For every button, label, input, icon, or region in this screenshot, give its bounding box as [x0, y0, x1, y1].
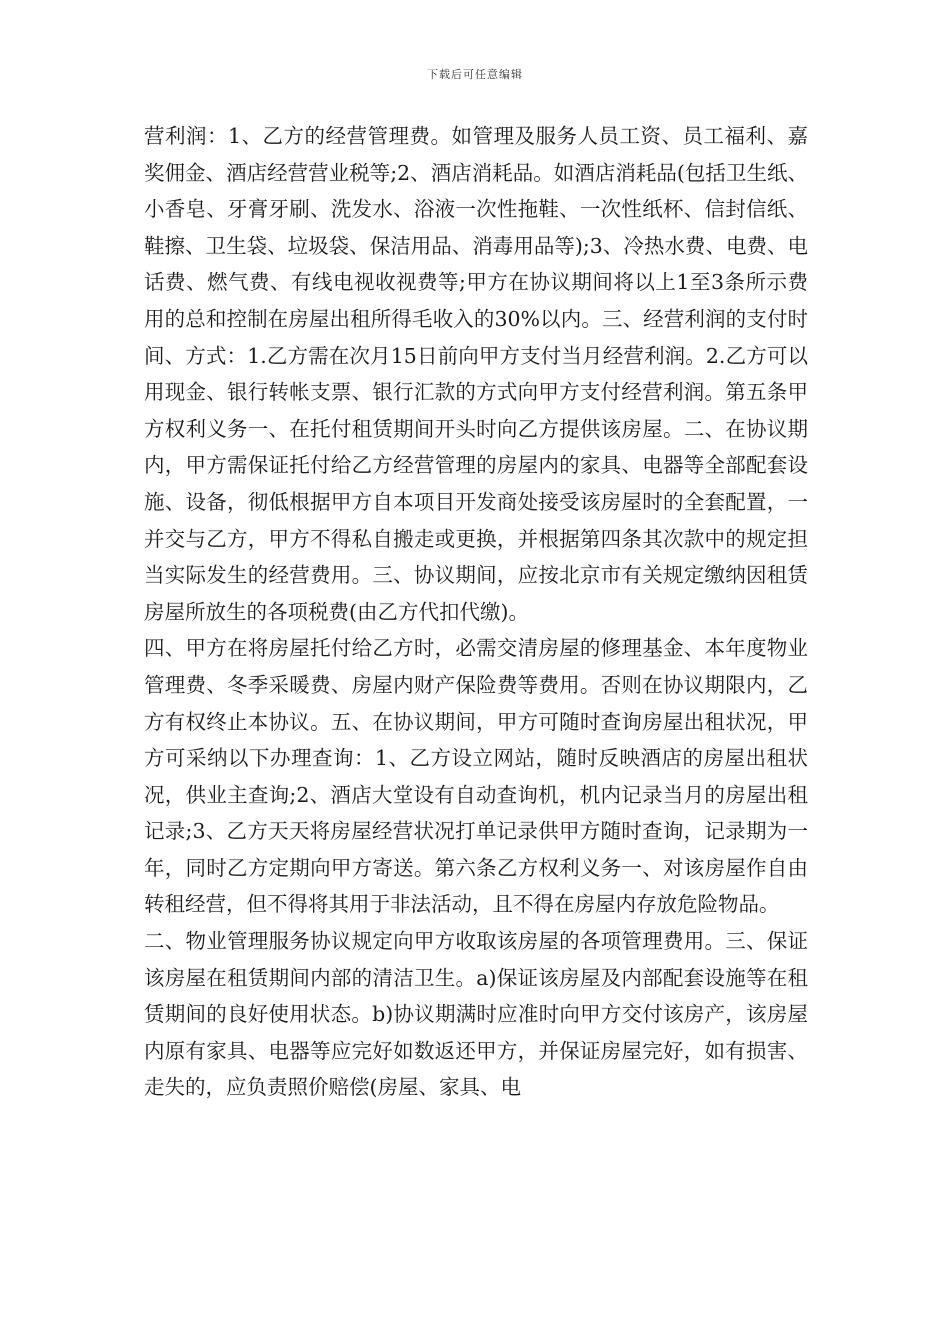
paragraph-2: 四、甲方在将房屋托付给乙方时，必需交清房屋的修理基金、本年度物业管理费、冬季采暖费、房屋内财产保险费等费用。否则在协议期限内，乙方有权终止本协议。五、在协议期间，甲方可随时查询房屋出租状况，甲方可采纳以下办理查询：1、乙方设立网站，随时反映酒店的房屋出租状况，供业主查询;2、酒店大堂设有自动查询机，机内记录当月的房屋出租记录;3、乙方天天将房屋经营状况打单记录供甲方随时查询，记录期为一年，同时乙方定期向甲方寄送。第六条乙方权利义务一、对该房屋作自由转租经营，但不得将其用于非法活动，且不得在房屋内存放危险物品。: [144, 636, 808, 917]
page-header: 下载后可任意编辑: [427, 68, 523, 81]
paragraph-3: 二、物业管理服务协议规定向甲方收取该房屋的各项管理费用。三、保证该房屋在租赁期间内部的清洁卫生。a)保证该房屋及内部配套设施等在租赁期间的良好使用状态。b)协议期满时应准时向甲方交付该房产，该房屋内原有家具、电器等应完好如数返还甲方，并保证房屋完好，如有损害、走失的，应负责照价赔偿(房屋、家具、电: [144, 929, 808, 1100]
paragraph-1: 营利润：1、乙方的经营管理费。如管理及服务人员工资、员工福利、嘉奖佣金、酒店经营营业税等;2、酒店消耗品。如酒店消耗品(包括卫生纸、小香皂、牙膏牙刷、洗发水、浴液一次性拖鞋、一次性纸杯、信封信纸、鞋擦、卫生袋、垃圾袋、保洁用品、消毒用品等);3、冷热水费、电费、电话费、燃气费、有线电视收视费等;甲方在协议期间将以上1至3条所示费用的总和控制在房屋出租所得毛收入的30%以内。三、经营利润的支付时间、方式：1.乙方需在次月15日前向甲方支付当月经营利润。2.乙方可以用现金、银行转帐支票、银行汇款的方式向甲方支付经营利润。第五条甲方权利义务一、在托付租赁期间开头时向乙方提供该房屋。二、在协议期内，甲方需保证托付给乙方经营管理的房屋内的家具、电器等全部配套设施、设备，彻低根据甲方自本项目开发商处接受该房屋时的全套配置，一并交与乙方，甲方不得私自搬走或更换，并根据第四条其次款中的规定担当实际发生的经营费用。三、协议期间，应按北京市有关规定缴纳因租赁房屋所放生的各项税费(由乙方代扣代缴)。: [144, 124, 808, 624]
document-body: [144, 118, 808, 1106]
